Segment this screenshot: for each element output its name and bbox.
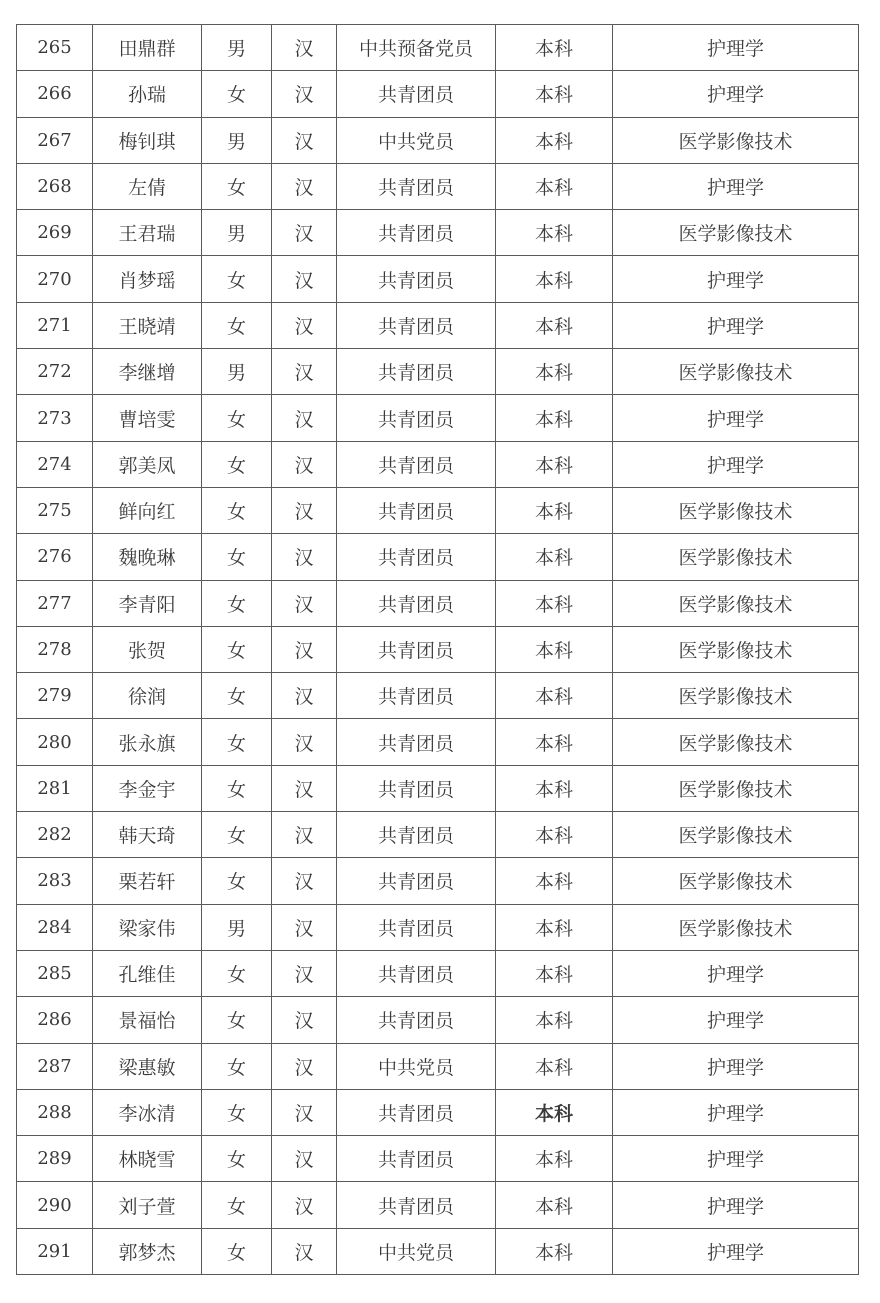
gender-cell: 女	[202, 719, 272, 765]
degree-cell: 本科	[496, 395, 613, 441]
roster-table-container	[16, 24, 858, 1275]
table-row	[17, 765, 859, 811]
ethnicity-cell: 汉	[272, 210, 337, 256]
ethnicity-cell: 汉	[272, 395, 337, 441]
ethnicity-cell: 汉	[272, 1228, 337, 1274]
political-status-cell: 共青团员	[337, 580, 496, 626]
major-cell: 护理学	[613, 302, 859, 348]
degree-cell: 本科	[496, 950, 613, 996]
degree-cell: 本科	[496, 765, 613, 811]
row-number-cell: 275	[17, 487, 93, 533]
roster-body	[17, 25, 859, 1275]
degree-cell: 本科	[496, 719, 613, 765]
political-status-cell: 共青团员	[337, 950, 496, 996]
ethnicity-cell: 汉	[272, 812, 337, 858]
table-row	[17, 117, 859, 163]
ethnicity-cell: 汉	[272, 25, 337, 71]
gender-cell: 女	[202, 441, 272, 487]
major-cell: 医学影像技术	[613, 626, 859, 672]
major-cell: 医学影像技术	[613, 858, 859, 904]
row-number-cell: 267	[17, 117, 93, 163]
table-row	[17, 534, 859, 580]
row-number-cell: 273	[17, 395, 93, 441]
political-status-cell: 共青团员	[337, 812, 496, 858]
gender-cell: 女	[202, 163, 272, 209]
major-cell: 医学影像技术	[613, 719, 859, 765]
major-cell: 医学影像技术	[613, 765, 859, 811]
ethnicity-cell: 汉	[272, 904, 337, 950]
name-cell: 梅钊琪	[93, 117, 202, 163]
table-row	[17, 487, 859, 533]
political-status-cell: 共青团员	[337, 71, 496, 117]
ethnicity-cell: 汉	[272, 673, 337, 719]
degree-cell: 本科	[496, 534, 613, 580]
gender-cell: 女	[202, 997, 272, 1043]
row-number-cell: 286	[17, 997, 93, 1043]
major-cell: 护理学	[613, 997, 859, 1043]
political-status-cell: 中共预备党员	[337, 25, 496, 71]
table-row	[17, 25, 859, 71]
major-cell: 护理学	[613, 163, 859, 209]
major-cell: 护理学	[613, 1182, 859, 1228]
ethnicity-cell: 汉	[272, 441, 337, 487]
row-number-cell: 280	[17, 719, 93, 765]
name-cell: 栗若轩	[93, 858, 202, 904]
degree-cell: 本科	[496, 302, 613, 348]
degree-cell: 本科	[496, 626, 613, 672]
major-cell: 护理学	[613, 441, 859, 487]
name-cell: 曹培雯	[93, 395, 202, 441]
ethnicity-cell: 汉	[272, 1043, 337, 1089]
name-cell: 林晓雪	[93, 1136, 202, 1182]
gender-cell: 女	[202, 534, 272, 580]
gender-cell: 女	[202, 1228, 272, 1274]
name-cell: 张永旗	[93, 719, 202, 765]
political-status-cell: 共青团员	[337, 858, 496, 904]
row-number-cell: 282	[17, 812, 93, 858]
name-cell: 李金宇	[93, 765, 202, 811]
gender-cell: 男	[202, 210, 272, 256]
table-row	[17, 256, 859, 302]
political-status-cell: 共青团员	[337, 1089, 496, 1135]
major-cell: 医学影像技术	[613, 117, 859, 163]
row-number-cell: 290	[17, 1182, 93, 1228]
table-row	[17, 1043, 859, 1089]
major-cell: 医学影像技术	[613, 210, 859, 256]
political-status-cell: 共青团员	[337, 1136, 496, 1182]
table-row	[17, 1182, 859, 1228]
ethnicity-cell: 汉	[272, 997, 337, 1043]
table-row	[17, 626, 859, 672]
table-row	[17, 950, 859, 996]
ethnicity-cell: 汉	[272, 534, 337, 580]
row-number-cell: 291	[17, 1228, 93, 1274]
name-cell: 左倩	[93, 163, 202, 209]
gender-cell: 女	[202, 487, 272, 533]
row-number-cell: 268	[17, 163, 93, 209]
table-row	[17, 302, 859, 348]
political-status-cell: 共青团员	[337, 487, 496, 533]
row-number-cell: 284	[17, 904, 93, 950]
gender-cell: 女	[202, 395, 272, 441]
political-status-cell: 共青团员	[337, 349, 496, 395]
name-cell: 郭美凤	[93, 441, 202, 487]
table-row	[17, 580, 859, 626]
political-status-cell: 共青团员	[337, 163, 496, 209]
gender-cell: 女	[202, 1089, 272, 1135]
major-cell: 医学影像技术	[613, 904, 859, 950]
row-number-cell: 266	[17, 71, 93, 117]
political-status-cell: 共青团员	[337, 904, 496, 950]
row-number-cell: 289	[17, 1136, 93, 1182]
political-status-cell: 中共党员	[337, 1043, 496, 1089]
gender-cell: 女	[202, 1136, 272, 1182]
name-cell: 李继增	[93, 349, 202, 395]
ethnicity-cell: 汉	[272, 858, 337, 904]
political-status-cell: 共青团员	[337, 673, 496, 719]
political-status-cell: 共青团员	[337, 441, 496, 487]
table-row	[17, 673, 859, 719]
political-status-cell: 共青团员	[337, 765, 496, 811]
political-status-cell: 共青团员	[337, 626, 496, 672]
political-status-cell: 中共党员	[337, 1228, 496, 1274]
degree-cell: 本科	[496, 163, 613, 209]
name-cell: 梁家伟	[93, 904, 202, 950]
degree-cell: 本科	[496, 1136, 613, 1182]
table-row	[17, 163, 859, 209]
table-row	[17, 904, 859, 950]
degree-cell: 本科	[496, 1228, 613, 1274]
row-number-cell: 287	[17, 1043, 93, 1089]
degree-cell: 本科	[496, 117, 613, 163]
gender-cell: 女	[202, 1043, 272, 1089]
table-row	[17, 395, 859, 441]
political-status-cell: 共青团员	[337, 302, 496, 348]
major-cell: 护理学	[613, 950, 859, 996]
ethnicity-cell: 汉	[272, 117, 337, 163]
row-number-cell: 277	[17, 580, 93, 626]
major-cell: 医学影像技术	[613, 812, 859, 858]
political-status-cell: 中共党员	[337, 117, 496, 163]
name-cell: 王君瑞	[93, 210, 202, 256]
name-cell: 景福怡	[93, 997, 202, 1043]
row-number-cell: 276	[17, 534, 93, 580]
ethnicity-cell: 汉	[272, 349, 337, 395]
table-row	[17, 1089, 859, 1135]
gender-cell: 女	[202, 950, 272, 996]
ethnicity-cell: 汉	[272, 71, 337, 117]
name-cell: 肖梦瑶	[93, 256, 202, 302]
gender-cell: 女	[202, 71, 272, 117]
major-cell: 医学影像技术	[613, 534, 859, 580]
degree-cell: 本科	[496, 487, 613, 533]
gender-cell: 女	[202, 1182, 272, 1228]
row-number-cell: 272	[17, 349, 93, 395]
degree-cell: 本科	[496, 256, 613, 302]
degree-cell: 本科	[496, 904, 613, 950]
gender-cell: 女	[202, 626, 272, 672]
row-number-cell: 270	[17, 256, 93, 302]
ethnicity-cell: 汉	[272, 765, 337, 811]
gender-cell: 女	[202, 580, 272, 626]
row-number-cell: 269	[17, 210, 93, 256]
table-row	[17, 349, 859, 395]
political-status-cell: 共青团员	[337, 719, 496, 765]
ethnicity-cell: 汉	[272, 719, 337, 765]
political-status-cell: 共青团员	[337, 1182, 496, 1228]
gender-cell: 女	[202, 302, 272, 348]
name-cell: 徐润	[93, 673, 202, 719]
ethnicity-cell: 汉	[272, 1182, 337, 1228]
ethnicity-cell: 汉	[272, 487, 337, 533]
degree-cell: 本科	[496, 580, 613, 626]
row-number-cell: 274	[17, 441, 93, 487]
table-row	[17, 441, 859, 487]
table-row	[17, 210, 859, 256]
row-number-cell: 279	[17, 673, 93, 719]
table-row	[17, 71, 859, 117]
major-cell: 护理学	[613, 1228, 859, 1274]
major-cell: 医学影像技术	[613, 580, 859, 626]
gender-cell: 男	[202, 349, 272, 395]
gender-cell: 男	[202, 904, 272, 950]
degree-cell: 本科	[496, 997, 613, 1043]
name-cell: 韩天琦	[93, 812, 202, 858]
major-cell: 医学影像技术	[613, 349, 859, 395]
gender-cell: 女	[202, 858, 272, 904]
row-number-cell: 271	[17, 302, 93, 348]
major-cell: 护理学	[613, 395, 859, 441]
ethnicity-cell: 汉	[272, 163, 337, 209]
political-status-cell: 共青团员	[337, 256, 496, 302]
ethnicity-cell: 汉	[272, 626, 337, 672]
degree-cell: 本科	[496, 441, 613, 487]
row-number-cell: 285	[17, 950, 93, 996]
degree-cell: 本科	[496, 349, 613, 395]
table-row	[17, 858, 859, 904]
major-cell: 护理学	[613, 25, 859, 71]
degree-cell: 本科	[496, 812, 613, 858]
row-number-cell: 278	[17, 626, 93, 672]
political-status-cell: 共青团员	[337, 534, 496, 580]
political-status-cell: 共青团员	[337, 395, 496, 441]
name-cell: 魏晚琳	[93, 534, 202, 580]
table-row	[17, 997, 859, 1043]
ethnicity-cell: 汉	[272, 1089, 337, 1135]
name-cell: 孙瑞	[93, 71, 202, 117]
table-row	[17, 1228, 859, 1274]
ethnicity-cell: 汉	[272, 256, 337, 302]
major-cell: 护理学	[613, 1089, 859, 1135]
ethnicity-cell: 汉	[272, 950, 337, 996]
degree-cell: 本科	[496, 25, 613, 71]
ethnicity-cell: 汉	[272, 302, 337, 348]
row-number-cell: 283	[17, 858, 93, 904]
table-row	[17, 1136, 859, 1182]
degree-cell: 本科	[496, 1089, 613, 1135]
name-cell: 郭梦杰	[93, 1228, 202, 1274]
name-cell: 田鼎群	[93, 25, 202, 71]
major-cell: 护理学	[613, 1043, 859, 1089]
major-cell: 护理学	[613, 1136, 859, 1182]
gender-cell: 男	[202, 117, 272, 163]
name-cell: 李青阳	[93, 580, 202, 626]
name-cell: 李冰清	[93, 1089, 202, 1135]
name-cell: 梁惠敏	[93, 1043, 202, 1089]
student-roster-table	[16, 24, 859, 1275]
major-cell: 医学影像技术	[613, 673, 859, 719]
name-cell: 王晓靖	[93, 302, 202, 348]
major-cell: 护理学	[613, 71, 859, 117]
degree-cell: 本科	[496, 1182, 613, 1228]
degree-cell: 本科	[496, 71, 613, 117]
name-cell: 张贺	[93, 626, 202, 672]
row-number-cell: 288	[17, 1089, 93, 1135]
degree-cell: 本科	[496, 1043, 613, 1089]
gender-cell: 女	[202, 673, 272, 719]
row-number-cell: 265	[17, 25, 93, 71]
name-cell: 鲜向红	[93, 487, 202, 533]
political-status-cell: 共青团员	[337, 210, 496, 256]
gender-cell: 女	[202, 812, 272, 858]
degree-cell: 本科	[496, 858, 613, 904]
ethnicity-cell: 汉	[272, 1136, 337, 1182]
degree-cell: 本科	[496, 210, 613, 256]
degree-cell: 本科	[496, 673, 613, 719]
ethnicity-cell: 汉	[272, 580, 337, 626]
row-number-cell: 281	[17, 765, 93, 811]
table-row	[17, 812, 859, 858]
major-cell: 医学影像技术	[613, 487, 859, 533]
major-cell: 护理学	[613, 256, 859, 302]
political-status-cell: 共青团员	[337, 997, 496, 1043]
gender-cell: 女	[202, 256, 272, 302]
name-cell: 孔维佳	[93, 950, 202, 996]
gender-cell: 男	[202, 25, 272, 71]
gender-cell: 女	[202, 765, 272, 811]
table-row	[17, 719, 859, 765]
name-cell: 刘子萱	[93, 1182, 202, 1228]
